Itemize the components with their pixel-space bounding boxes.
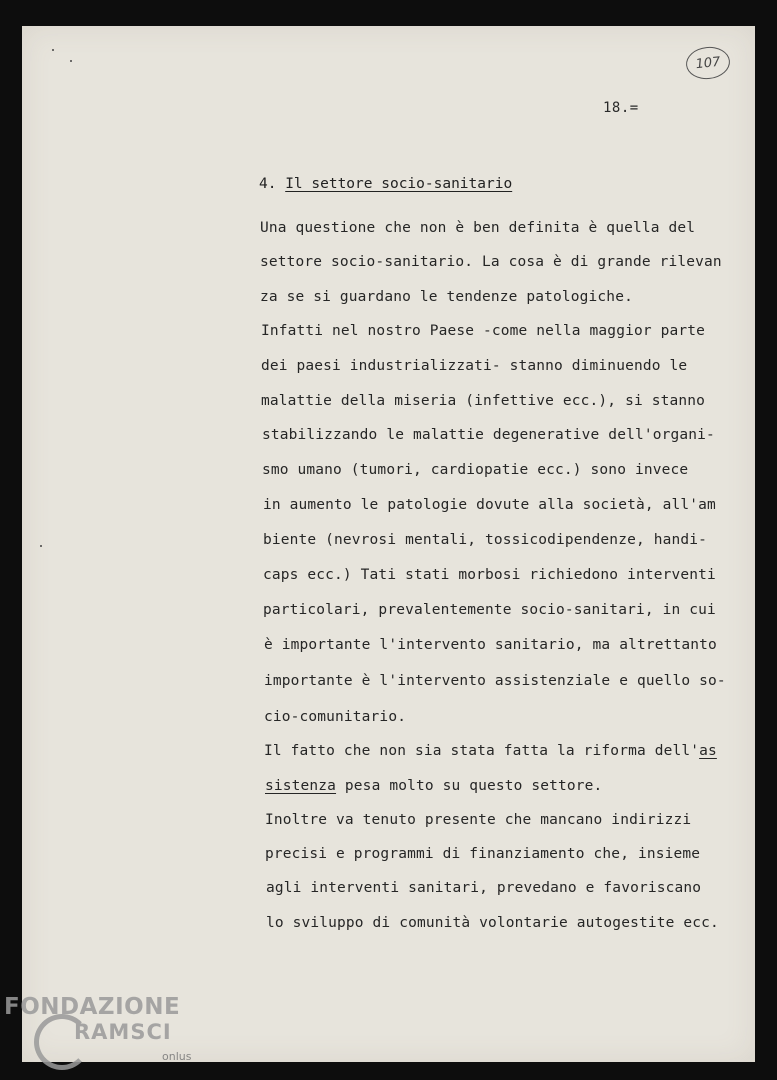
- archive-page-mark: 107: [684, 45, 731, 81]
- watermark-line-3: onlus: [162, 1050, 192, 1063]
- text-line: biente (nevrosi mentali, tossicodipendenze, handi-: [263, 532, 707, 548]
- text-line: Inoltre va tenuto presente che mancano indirizzi: [265, 812, 692, 828]
- text-line: in aumento le patologie dovute alla società, all'am: [263, 497, 716, 513]
- text-line: smo umano (tumori, cardiopatie ecc.) sono invece: [262, 462, 689, 478]
- text-line: malattie della miseria (infettive ecc.), si stanno: [261, 393, 705, 409]
- text-line: [265, 778, 602, 794]
- underlined-text: as: [699, 743, 717, 759]
- text-line: za se si guardano le tendenze patologiche.: [260, 289, 633, 305]
- watermark-line-1: FONDAZIONE: [4, 994, 181, 1020]
- text-line: precisi e programmi di finanziamento che, insieme: [265, 846, 701, 862]
- underlined-text: sistenza: [265, 778, 337, 794]
- text-line: dei paesi industrializzati- stanno diminuendo le: [261, 358, 688, 374]
- text-line: importante è l'intervento assistenziale e quello so-: [264, 673, 726, 689]
- text-segment: pesa molto su questo settore.: [336, 778, 603, 794]
- text-line: caps ecc.) Tati stati morbosi richiedono interventi: [263, 567, 716, 583]
- text-line: [264, 743, 717, 759]
- text-segment: Il fatto che non sia stata fatta la riforma dell': [264, 743, 700, 759]
- section-number: 4.: [259, 176, 277, 192]
- watermark-line-2: RAMSCI: [74, 1020, 172, 1044]
- section-title: Il settore socio-sanitario: [285, 176, 513, 192]
- text-line: cio-comunitario.: [264, 709, 407, 725]
- text-line: stabilizzando le malattie degenerative dell'organi-: [262, 427, 715, 443]
- text-line: settore socio-sanitario. La cosa è di grande rilevan: [260, 254, 722, 270]
- page-number: 18.=: [603, 100, 639, 116]
- text-line: agli interventi sanitari, prevedano e favoriscano: [266, 880, 702, 896]
- text-line: Una questione che non è ben definita è quella del: [260, 220, 696, 236]
- text-line: particolari, prevalentemente socio-sanitari, in cui: [263, 602, 716, 618]
- fondazione-gramsci-watermark: [4, 994, 204, 1076]
- text-line: è importante l'intervento sanitario, ma altrettanto: [264, 637, 717, 653]
- text-line: Infatti nel nostro Paese -come nella maggior parte: [261, 323, 705, 339]
- text-line: lo sviluppo di comunità volontarie autogestite ecc.: [266, 915, 719, 931]
